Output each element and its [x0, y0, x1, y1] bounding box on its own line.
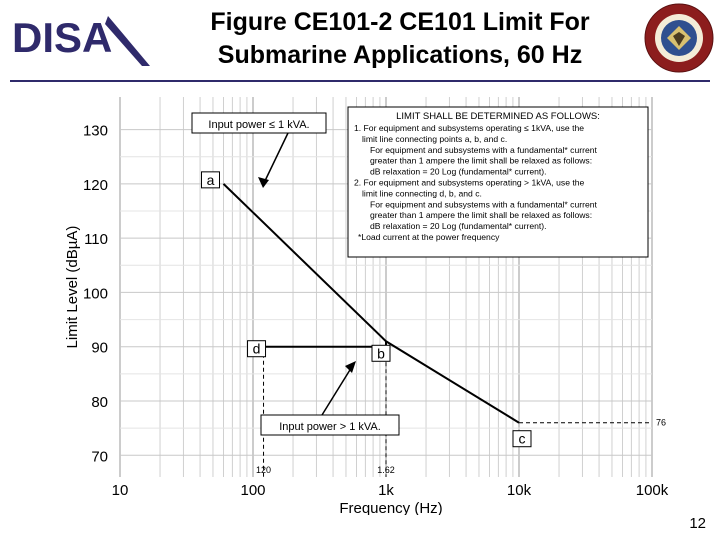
slide-title-line-1: Figure CE101-2 CE101 Limit For	[210, 8, 590, 36]
notes-line: 1. For equipment and subsystems operating ≤ 1kVA, use the	[354, 123, 585, 133]
reference-value-label: 120	[256, 465, 272, 475]
x-tick-label: 10	[111, 482, 129, 499]
y-tick-label: 130	[82, 122, 108, 140]
y-tick-label: 110	[84, 231, 108, 249]
notes-line: *Load current at the power frequency	[358, 232, 500, 242]
x-tick-label: 100k	[635, 482, 669, 499]
ce101-limit-chart	[0, 85, 720, 515]
reference-value-label: 1.62	[377, 465, 395, 475]
lower-callout-arrowhead	[345, 361, 356, 373]
notes-line: For equipment and subsystems with a fundamental* current	[370, 199, 597, 210]
x-axis-label: Frequency (Hz)	[339, 500, 443, 515]
notes-line: dB relaxation = 20 Log (fundamental* current).	[370, 221, 547, 232]
notes-line: limit line connecting points a, b, and c.	[362, 133, 508, 144]
y-tick-label: 100	[82, 285, 108, 303]
lower-callout-arrow	[322, 365, 353, 415]
y-tick-label: 120	[82, 176, 108, 194]
agency-seal-icon	[643, 2, 715, 74]
disa-logo-text: DISA	[12, 14, 113, 61]
y-tick-label: 70	[91, 448, 108, 466]
upper-callout-arrowhead	[258, 177, 269, 188]
upper-callout-text: Input power ≤ 1 kVA.	[208, 119, 310, 131]
point-label-d: d	[252, 340, 261, 357]
x-tick-label: 10k	[506, 482, 532, 499]
y-tick-label: 90	[91, 339, 108, 357]
notes-line: dB relaxation = 20 Log (fundamental* current).	[370, 166, 547, 177]
disa-logo	[10, 8, 160, 68]
notes-title: LIMIT SHALL BE DETERMINED AS FOLLOWS:	[396, 111, 600, 122]
y-tick-label: 80	[91, 394, 108, 411]
header-rule	[10, 80, 710, 82]
point-label-b: b	[377, 345, 385, 362]
upper-callout-arrow	[263, 133, 288, 185]
x-tick-label: 1k	[378, 482, 394, 499]
slide-page-number: 12	[689, 515, 706, 532]
notes-line: For equipment and subsystems with a fundamental* current	[370, 144, 597, 155]
point-label-c: c	[518, 430, 526, 447]
notes-line: greater than 1 ampere the limit shall be relaxed as follows:	[370, 210, 593, 221]
notes-line: greater than 1 ampere the limit shall be relaxed as follows:	[370, 155, 593, 166]
point-label-a: a	[206, 171, 215, 188]
slide-title-line-2: Submarine Applications, 60 Hz	[217, 41, 583, 69]
x-tick-label: 100	[240, 482, 266, 499]
notes-line: limit line connecting d, b, and c.	[362, 188, 482, 199]
slide-title	[165, 6, 635, 72]
y-axis-label: Limit Level (dBµA)	[64, 225, 81, 349]
reference-value-label: 76	[656, 417, 667, 428]
limit-line-2	[264, 341, 386, 346]
slide-header	[0, 0, 720, 78]
notes-line: 2. For equipment and subsystems operating > 1kVA, use the	[354, 177, 585, 188]
lower-callout-text: Input power > 1 kVA.	[279, 421, 381, 433]
